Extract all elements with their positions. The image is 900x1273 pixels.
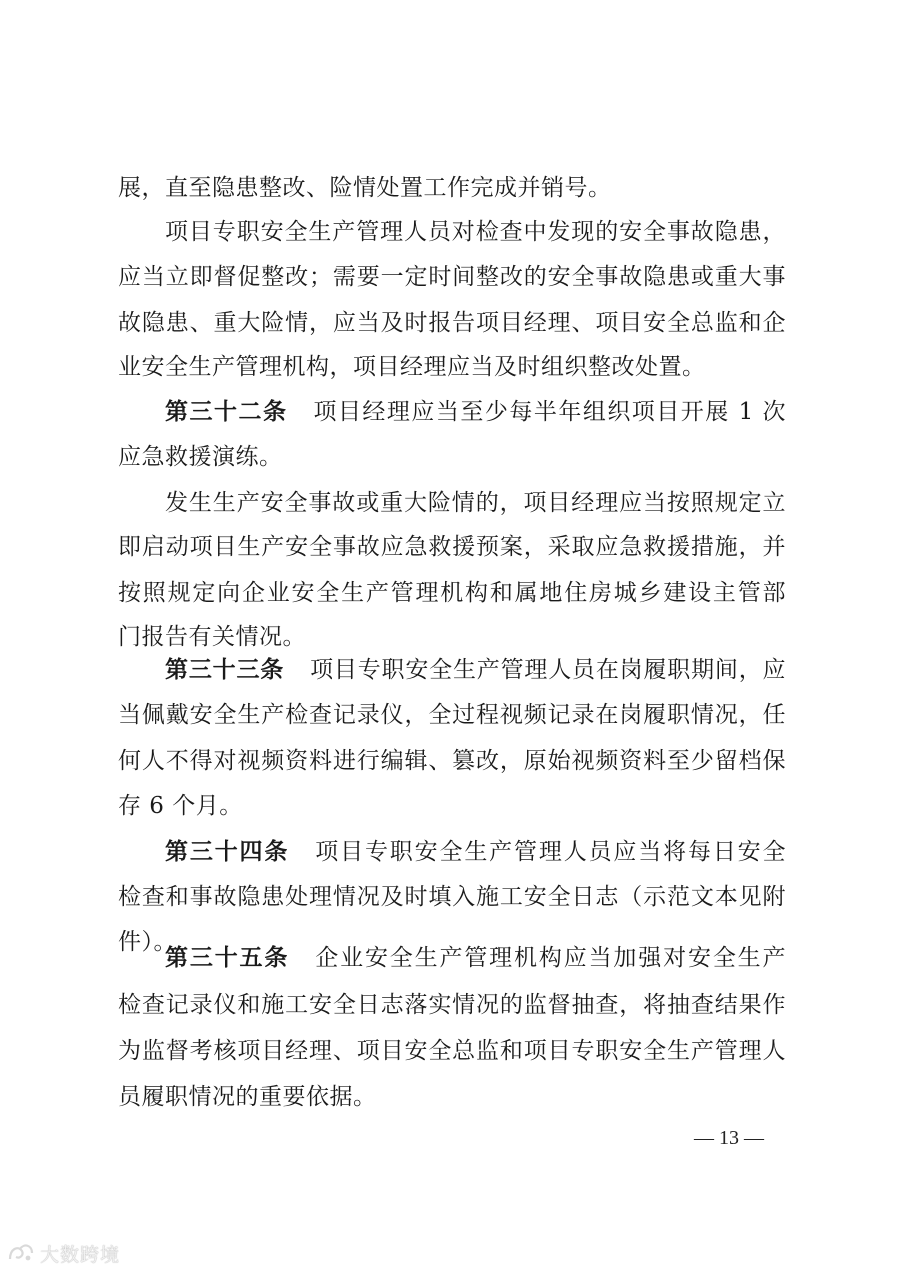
article-text: 项目专职安全生产管理人员在岗履职期间，应 — [310, 657, 786, 683]
page-number: — 13 — — [694, 1127, 764, 1149]
article-text: 项目专职安全生产管理人员应当将每日安全 — [315, 839, 787, 865]
paragraph-line: 展，直至隐患整改、险情处置工作完成并销号。 — [118, 175, 612, 201]
article-line — [165, 653, 786, 687]
paragraph-line: 应急救援演练。 — [118, 444, 283, 470]
paragraph-line: 检查记录仪和施工安全日志落实情况的监督抽查，将抽查结果作 — [118, 992, 786, 1018]
paragraph-line: 发生生产安全事故或重大险情的，项目经理应当按照规定立 — [165, 490, 786, 516]
paragraph-line: 员履职情况的重要依据。 — [118, 1084, 377, 1110]
article-line — [165, 941, 786, 975]
article-number: 第三十三条 — [165, 657, 285, 683]
paragraph-line: 何人不得对视频资料进行编辑、篡改，原始视频资料至少留档保 — [118, 748, 786, 774]
article-number: 第三十五条 — [165, 945, 290, 971]
article-line — [165, 395, 786, 429]
article-line — [165, 835, 786, 869]
paragraph-line: 应当立即督促整改；需要一定时间整改的安全事故隐患或重大事 — [118, 264, 786, 290]
paragraph-line: 门报告有关情况。 — [118, 624, 306, 650]
paragraph-line: 检查和事故隐患处理情况及时填入施工安全日志（示范文本见附 — [118, 884, 786, 910]
article-number: 第三十四条 — [165, 839, 290, 865]
paragraph-line: 件）。 — [118, 929, 177, 955]
paragraph-line: 项目专职安全生产管理人员对检查中发现的安全事故隐患， — [165, 219, 786, 245]
paragraph-line: 即启动项目生产安全事故应急救援预案，采取应急救援措施，并 — [118, 534, 786, 560]
article-text: 项目经理应当至少每半年组织项目开展 1 次 — [313, 399, 786, 425]
article-text: 企业安全生产管理机构应当加强对安全生产 — [315, 945, 787, 971]
paragraph-line: 按照规定向企业安全生产管理机构和属地住房城乡建设主管部 — [118, 580, 786, 606]
watermark — [6, 1240, 120, 1266]
paragraph-line: 为监督考核项目经理、项目安全总监和项目专职安全生产管理人 — [118, 1038, 786, 1064]
watermark-logo-icon — [6, 1241, 36, 1265]
paragraph-line: 业安全生产管理机构，项目经理应当及时组织整改处置。 — [118, 354, 706, 380]
paragraph-line: 故隐患、重大险情，应当及时报告项目经理、项目安全总监和企 — [118, 310, 786, 336]
paragraph-line: 当佩戴安全生产检查记录仪，全过程视频记录在岗履职情况，任 — [118, 702, 786, 728]
article-number: 第三十二条 — [165, 399, 288, 425]
paragraph-line: 存 6 个月。 — [118, 793, 243, 819]
watermark-text: 大数跨境 — [40, 1243, 121, 1266]
